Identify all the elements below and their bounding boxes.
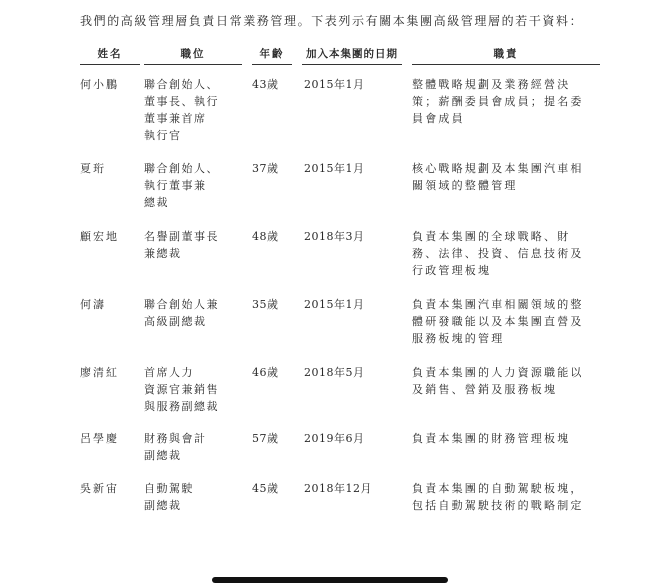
cell-position-line: 聯合創始人、 xyxy=(144,162,219,175)
cell-join-date: 2015年1月 xyxy=(304,78,365,91)
cell-position-line: 自動駕駛 xyxy=(144,482,194,495)
cell-duties-line: 關領域的整體管理 xyxy=(412,179,518,192)
cell-duties xyxy=(412,76,600,127)
cell-duties xyxy=(412,228,600,279)
header-join-date: 加入本集團的日期 xyxy=(302,46,402,65)
cell-position-line: 總裁 xyxy=(144,196,169,209)
cell-name: 呂學慶 xyxy=(80,432,119,445)
cell-duties-line: 及銷售、營銷及服務板塊 xyxy=(412,383,558,396)
cell-age: 48歲 xyxy=(252,230,279,243)
home-indicator[interactable] xyxy=(212,577,448,583)
cell-position-line: 聯合創始人、 xyxy=(144,78,219,91)
cell-duties-line: 負責本集團的財務管理板塊 xyxy=(412,432,571,445)
cell-duties xyxy=(412,364,600,398)
cell-duties-line: 核心戰略規劃及本集團汽車相 xyxy=(412,162,584,175)
intro-text: 我們的高級管理層負責日常業務管理。下表列示有關本集團高級管理層的若干資料： xyxy=(80,14,584,28)
cell-age: 35歲 xyxy=(252,298,279,311)
cell-position-line: 資源官兼銷售 xyxy=(144,383,219,396)
cell-position-line: 董事長、執行 xyxy=(144,95,219,108)
header-position: 職位 xyxy=(144,46,242,65)
cell-position-line: 執行董事兼 xyxy=(144,179,207,192)
cell-join-date: 2015年1月 xyxy=(304,298,365,311)
cell-join-date: 2018年3月 xyxy=(304,230,365,243)
cell-age: 57歲 xyxy=(252,432,279,445)
cell-duties-line: 包括自動駕駛技術的戰略制定 xyxy=(412,499,584,512)
cell-name: 何小鵬 xyxy=(80,78,119,91)
cell-position-line: 副總裁 xyxy=(144,499,182,512)
cell-position xyxy=(144,430,242,464)
cell-duties-line: 負責本集團汽車相關領域的整 xyxy=(412,298,584,311)
cell-duties-line: 務、法律、投資、信息技術及 xyxy=(412,247,584,260)
cell-duties-line: 行政管理板塊 xyxy=(412,264,492,277)
cell-duties-line: 負責本集團的人力資源職能以 xyxy=(412,366,584,379)
cell-duties-line: 體研發職能以及本集團直營及 xyxy=(412,315,584,328)
header-duties: 職責 xyxy=(412,46,600,65)
cell-position-line: 財務與會計 xyxy=(144,432,207,445)
cell-join-date: 2019年6月 xyxy=(304,432,365,445)
table-header xyxy=(80,46,600,66)
cell-position xyxy=(144,160,242,211)
cell-age: 46歲 xyxy=(252,366,279,379)
cell-position xyxy=(144,296,242,330)
cell-name: 廖清紅 xyxy=(80,366,119,379)
cell-position-line: 與服務副總裁 xyxy=(144,400,219,413)
cell-position-line: 高級副總裁 xyxy=(144,315,207,328)
cell-age: 43歲 xyxy=(252,78,279,91)
cell-duties-line: 策；薪酬委員會成員；提名委 xyxy=(412,95,584,108)
cell-position-line: 副總裁 xyxy=(144,449,182,462)
cell-position-line: 董事兼首席 xyxy=(144,112,207,125)
cell-position-line: 聯合創始人兼 xyxy=(144,298,219,311)
cell-name: 何濤 xyxy=(80,298,106,311)
cell-name: 夏珩 xyxy=(80,162,106,175)
cell-age: 37歲 xyxy=(252,162,279,175)
cell-duties-line: 服務板塊的管理 xyxy=(412,332,505,345)
header-name: 姓名 xyxy=(80,46,140,65)
cell-join-date: 2015年1月 xyxy=(304,162,365,175)
cell-duties-line: 整體戰略規劃及業務經營決 xyxy=(412,78,571,91)
cell-position-line: 首席人力 xyxy=(144,366,194,379)
cell-duties xyxy=(412,480,600,514)
cell-name: 吳新宙 xyxy=(80,482,119,495)
cell-age: 45歲 xyxy=(252,482,279,495)
cell-position xyxy=(144,228,242,262)
cell-position-line: 執行官 xyxy=(144,129,182,142)
cell-duties-line: 負責本集團的全球戰略、財 xyxy=(412,230,571,243)
cell-join-date: 2018年12月 xyxy=(304,482,372,495)
cell-position-line: 名譽副董事長 xyxy=(144,230,219,243)
header-age: 年齡 xyxy=(252,46,292,65)
cell-duties xyxy=(412,296,600,347)
cell-duties-line: 員會成員 xyxy=(412,112,465,125)
cell-position-line: 兼總裁 xyxy=(144,247,182,260)
cell-duties-line: 負責本集團的自動駕駛板塊， xyxy=(412,482,584,495)
cell-duties xyxy=(412,430,600,447)
cell-position xyxy=(144,76,242,144)
cell-position xyxy=(144,480,242,514)
cell-position xyxy=(144,364,242,415)
cell-name: 顧宏地 xyxy=(80,230,119,243)
cell-duties xyxy=(412,160,600,194)
cell-join-date: 2018年5月 xyxy=(304,366,365,379)
